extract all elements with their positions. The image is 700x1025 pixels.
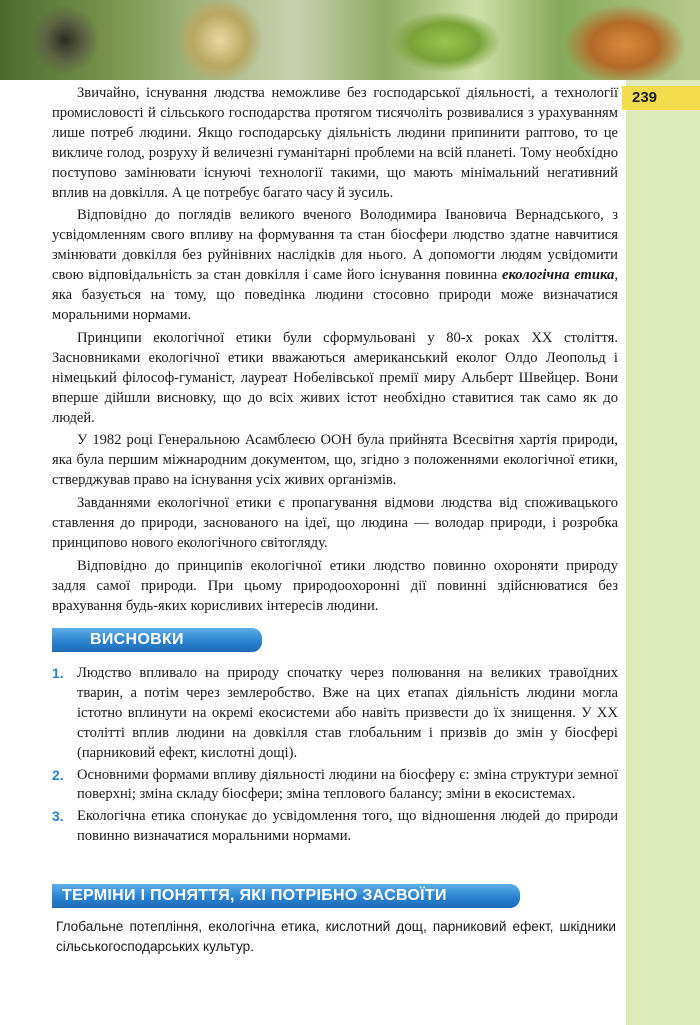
conclusions-list [52, 664, 618, 847]
conclusions-heading: ВИСНОВКИ [52, 628, 262, 652]
frogs-photo [390, 12, 500, 72]
paragraph: Відповідно до принципів екологічної етики людство повинно охороняти природу задля самої природи. При цьому природоохоронні дії повинні здійснюватися без врахування будь-яких корисливих інтересів людини. [52, 557, 618, 614]
paragraph: У 1982 році Генеральною Асамблеєю ООН була прийнята Всесвітня хартія природи, яка була першим міжнародним документом, що, згідно з положеннями екологічної етики, стверджував право на існування усіх живих організмів. [52, 432, 618, 489]
paragraph: Відповідно до поглядів великого вченого Володимира Івановича Вернадського, з усвідомленням свого впливу на формування та стан біосфери людство здатне навчитися змінювати довкілля без руйнівних наслідків для нього. А допомогти людям усвідомити свою відповідальність за стан довкілля і саме його існування повинна екологічна етика, яка базується на тому, що поведінка людини стосовно природи може визначатися моральними нормами. [52, 207, 618, 323]
paragraph: Завданнями екологічної етики є пропагування відмови людства від споживацького ставлення до природи, заснованого на ідеї, що людина — володар природи, і розробка принципово нового екологічного світогляду. [52, 495, 618, 551]
page-margin-strip [626, 80, 700, 1025]
list-item: 1. Людство впливало на природу спочатку через полювання на великих травоїдних тварин, а потім через землеробство. Вже на цих етапах діяльність людини могла істотно вплинути на окремі екосистеми або навіть призвести до їх знищення. У ХХ столітті вплив людини на довкілля став глобальним і призвів до змін у біосфері (парниковий ефект, кислотні дощі). [52, 665, 618, 761]
list-item: 3. Екологічна етика спонукає до усвідомлення того, що відношення людей до природи повинно визначатися моральними нормами. [52, 808, 618, 845]
list-item: 2. Основними формами впливу діяльності людини на біосферу є: зміна структури земної поверхні; зміна складу біосфери; зміна теплового балансу; зміни в екосистемах. [52, 766, 618, 803]
fox-photo [565, 5, 685, 80]
body-text [52, 84, 618, 617]
header-photo-banner [0, 0, 700, 80]
terms-heading: ТЕРМІНИ І ПОНЯТТЯ, ЯКІ ПОТРІБНО ЗАСВОЇТИ [52, 884, 520, 908]
snail-photo [175, 0, 265, 80]
emphasis-term: екологічна етика [501, 267, 615, 284]
paragraph: Принципи екологічної етики були сформульовані у 80-х роках ХХ століття. Засновниками екологічної етики вважаються американський еколог Олдо Леопольд і німецький філософ-гуманіст, лауреат Нобелівської премії миру Альберт Швейцер. Вони вперше дійшли висновку, що до всіх живих істот необхідно ставитися так само як до людей. [52, 329, 618, 426]
paragraph: Звичайно, існування людства неможливе без господарської діяльності, а технології промисловості й сільського господарства протягом тисячоліть розвивалися з урахуванням лише потреб людини. Якщо господарську діяльність людини припинити раптово, то це викличе голод, розруху й величезні гуманітарні проблеми на всій планеті. Тому необхідно поступово замінювати існуючі технології такими, що мають мінімальний негативний вплив на довкілля. А це потребує багато часу й зусиль. [52, 85, 618, 201]
terms-text: Глобальне потепління, екологічна етика, кислотний дощ, парниковий ефект, шкідники сільськогосподарських культур. [56, 919, 616, 954]
spider-photo [30, 5, 100, 75]
page-number: 239 [622, 86, 700, 110]
